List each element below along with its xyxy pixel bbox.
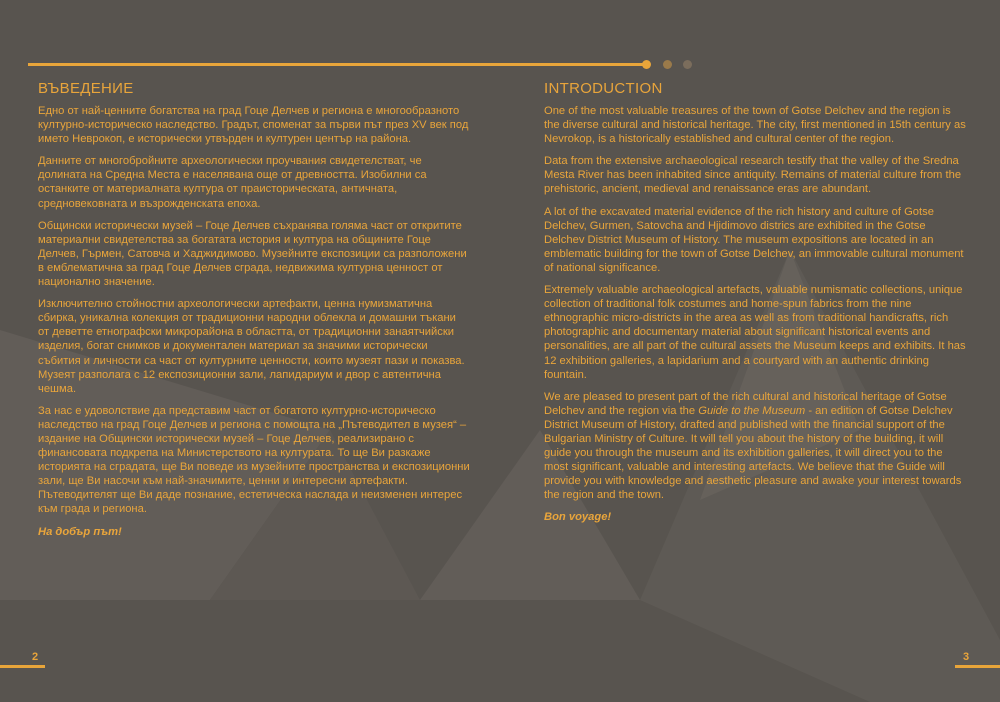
- right-paragraph: One of the most valuable treasures of the town of Gotse Delchev and the region is the diverse cultural and historical heritage. The city, first mentioned in 15th century as Nevrokop, is a historically established and cultural center of the region.: [544, 105, 966, 146]
- right-paragraph: Extremely valuable archaeological artefacts, valuable numismatic collections, unique collection of traditional folk costumes and home-spun fabrics from the nine ethnographic micro-districts in the area as well as from traditional handicrafts, rich photographic and documentary material about significant historical events and personalities, are all part of the cultural assets the Museum keeps and exhibits. It has 12 exhibition galleries, a lapidarium and a courtyard with an authentic drinking fountain.: [544, 284, 966, 381]
- left-closing-line: На добър път!: [38, 525, 122, 538]
- left-paragraph: Едно от най-ценните богатства на град Гоце Делчев и региона е многообразното културно-историческо наследство. Градът, споменат за първи път през XV век под името Неврокоп, е исторически утвърден и културен център на района.: [38, 105, 469, 146]
- guide-title-italic: Guide to the Museum: [698, 404, 806, 417]
- page-indicator-dot: [683, 60, 692, 69]
- left-bottom-divider: [0, 665, 45, 668]
- left-page-column: [38, 80, 470, 547]
- right-paragraph: A lot of the excavated material evidence of the rich history and culture of Gotse Delchev, Gurmen, Satovcha and Hjidimovo districs are exhibited in the Gotse Delchev District Museum of History. The museum expositions are located in an emblematic building for the town of Gotse Delchev, an immovable cultural monument of national significance.: [544, 205, 964, 274]
- left-paragraph: Общински исторически музей – Гоце Делчев съхранява голяма част от откритите материални свидетелства за богатата история и култура на общините Гоце Делчев, Гърмен, Сатовча и Хаджидимово. Музейните експозиции са разположени в емблематична за град Гоце Делчев сграда, недвижима културна ценност от национално значение.: [38, 219, 467, 289]
- page-indicator-dot-active: [642, 60, 651, 69]
- right-paragraph: [544, 390, 968, 503]
- right-bottom-divider: [955, 665, 1000, 668]
- right-paragraph: Data from the extensive archaeological research testify that the valley of the Sredna Mesta River has been inhabited since antiquity. Remains of material culture from the prehistoric, ancient, medieval and renaissance eras are abundant.: [544, 155, 962, 196]
- right-page-heading: INTRODUCTION: [544, 80, 663, 97]
- right-closing-line: Bon voyage!: [544, 511, 612, 524]
- right-p5-text-cont: - an edition of Gotse Delchev District Museum of History, drafted and published with the financial support of the Bulgarian Ministry of Culture. It will tell you about the history of the building, it will guide you through the museum and its exhibition galleries, it will direct you to the most significant, valuable and interesting artefacts. We believe that the Guide will provide you with knowledge and aesthetic pleasure and awake your interest towards the region and the town.: [544, 404, 962, 502]
- right-p5-text: We are pleased to present part of the rich cultural and historical heritage of Gotse Delchev and the region via the: [544, 390, 947, 417]
- left-paragraph: За нас е удоволствие да представим част от богатото културно-историческо наследство на град Гоце Делчев и региона с помощта на „Пътеводител в музея“ – издание на Общински исторически музей – Гоце Делчев, реализирано с финансовата подкрепа на Министерството на културата. То ще Ви разкаже историята на сградата, ще Ви поведе из музейните пространства и експозиционни зали, ще Ви насочи към най-значимите, ценни и интересни артефакти. Пътеводителят ще Ви даде познание, естетическа наслада и неизменен интерес към града и региона.: [38, 404, 470, 516]
- page-indicator-dot: [663, 60, 672, 69]
- right-page-number: 3: [963, 651, 970, 663]
- top-divider-line: [28, 63, 646, 66]
- left-page-number: 2: [32, 651, 39, 663]
- right-page-column: [544, 80, 968, 533]
- left-paragraph: Данните от многобройните археологически проучвания свидетелстват, че долината на Средна Места е населявана още от древността. Изобилни са останките от материалната култура от праисторическата, античната, средновековната и възрожденската епоха.: [38, 155, 427, 210]
- left-page-heading: ВЪВЕДЕНИЕ: [38, 80, 134, 97]
- left-paragraph: Изключително стойностни археологически артефакти, ценна нумизматична сбирка, уникална колекция от традиционни народни облекла и домашни тъкани от деветте етнографски микрорайона в областта, от традиционни занаятчийски изделия, богат снимков и документален материал за значими исторически събития и личности са част от културните ценности, които музеят пази и показва. Музеят разполага с 12 експозиционни зали, лапидариум и двор с автентична чешма.: [38, 298, 465, 395]
